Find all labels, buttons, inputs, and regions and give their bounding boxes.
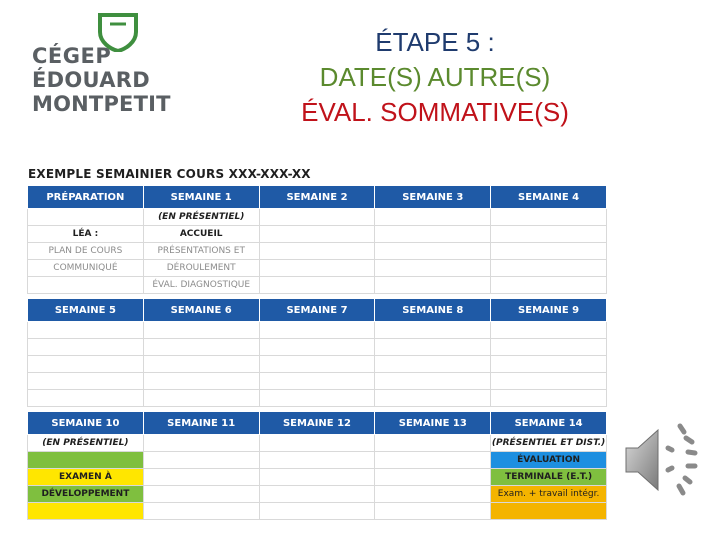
table-row	[28, 243, 607, 260]
table-cell	[375, 356, 491, 373]
table-cell	[259, 260, 375, 277]
table-cell	[491, 356, 607, 373]
table-cell	[491, 277, 607, 294]
table-cell: Exam. + travail intégr.	[491, 486, 607, 503]
table-row	[28, 503, 607, 520]
table-row	[28, 277, 607, 294]
header-row	[28, 412, 607, 435]
table-cell	[375, 469, 491, 486]
table-cell	[143, 452, 259, 469]
table-cell	[259, 486, 375, 503]
header-cell: SEMAINE 7	[259, 299, 375, 322]
header-cell: PRÉPARATION	[28, 186, 144, 209]
table-cell	[491, 226, 607, 243]
header-row	[28, 299, 607, 322]
table-row	[28, 226, 607, 243]
table-cell	[375, 277, 491, 294]
table-cell	[143, 339, 259, 356]
table-cell	[491, 322, 607, 339]
table-cell	[259, 503, 375, 520]
table-cell	[259, 243, 375, 260]
table-row	[28, 260, 607, 277]
logo-line-2: ÉDOUARD	[32, 68, 150, 92]
header-cell: SEMAINE 3	[375, 186, 491, 209]
table-row	[28, 390, 607, 407]
table-row	[28, 435, 607, 452]
title-line-2: DATE(S) AUTRE(S)	[319, 62, 551, 92]
table-cell: COMMUNIQUÉ	[28, 260, 144, 277]
schedule-block-1	[27, 185, 607, 294]
table-cell	[259, 435, 375, 452]
table-cell	[491, 243, 607, 260]
table-cell	[491, 373, 607, 390]
table-cell	[375, 209, 491, 226]
table-cell	[259, 356, 375, 373]
header-cell: SEMAINE 2	[259, 186, 375, 209]
table-cell	[28, 322, 144, 339]
header-cell: SEMAINE 4	[491, 186, 607, 209]
table-cell	[28, 390, 144, 407]
table-cell	[375, 503, 491, 520]
table-row	[28, 322, 607, 339]
table-cell	[491, 260, 607, 277]
table-row	[28, 356, 607, 373]
header-cell: SEMAINE 13	[375, 412, 491, 435]
table-cell	[375, 486, 491, 503]
logo-line-3: MONTPETIT	[32, 92, 171, 116]
table-cell	[259, 373, 375, 390]
table-row	[28, 452, 607, 469]
table-cell	[491, 339, 607, 356]
table-row	[28, 373, 607, 390]
table-cell	[259, 277, 375, 294]
table-cell	[28, 277, 144, 294]
table-row	[28, 469, 607, 486]
table-cell: TERMINALE (E.T.)	[491, 469, 607, 486]
table-row	[28, 486, 607, 503]
table-cell	[259, 339, 375, 356]
table-cell: PLAN DE COURS	[28, 243, 144, 260]
table-cell	[259, 226, 375, 243]
table-cell: LÉA :	[28, 226, 144, 243]
table-cell	[143, 390, 259, 407]
table-cell	[143, 373, 259, 390]
table-cell	[375, 322, 491, 339]
table-cell	[143, 322, 259, 339]
header-cell: SEMAINE 14	[491, 412, 607, 435]
table-cell	[28, 209, 144, 226]
title-line-3: ÉVAL. SOMMATIVE(S)	[301, 97, 569, 127]
table-row	[28, 209, 607, 226]
table-cell	[491, 390, 607, 407]
header-row	[28, 186, 607, 209]
table-cell	[143, 503, 259, 520]
table-cell	[375, 435, 491, 452]
table-cell: ÉVALUATION	[491, 452, 607, 469]
table-cell	[28, 339, 144, 356]
header-cell: SEMAINE 8	[375, 299, 491, 322]
header-cell: SEMAINE 9	[491, 299, 607, 322]
table-cell	[375, 373, 491, 390]
table-cell	[143, 435, 259, 452]
table-cell	[259, 469, 375, 486]
table-cell: (PRÉSENTIEL ET DIST.)	[491, 435, 607, 452]
header-cell: SEMAINE 6	[143, 299, 259, 322]
table-cell	[491, 503, 607, 520]
table-cell: EXAMEN À	[28, 469, 144, 486]
table-cell	[28, 356, 144, 373]
schedule-block-2	[27, 298, 607, 407]
table-cell	[375, 452, 491, 469]
table-cell	[259, 390, 375, 407]
cegep-logo	[26, 12, 171, 124]
table-cell	[28, 373, 144, 390]
schedule-title: EXEMPLE SEMAINIER COURS XXX-XXX-XX	[28, 167, 311, 181]
table-cell	[375, 339, 491, 356]
table-cell	[143, 356, 259, 373]
table-cell: DÉVELOPPEMENT	[28, 486, 144, 503]
table-cell	[143, 469, 259, 486]
table-cell	[491, 209, 607, 226]
logo-line-1: CÉGEP	[32, 44, 112, 68]
table-cell	[143, 486, 259, 503]
table-cell: DÉROULEMENT	[143, 260, 259, 277]
header-cell: SEMAINE 5	[28, 299, 144, 322]
table-cell: (EN PRÉSENTIEL)	[28, 435, 144, 452]
table-cell	[28, 503, 144, 520]
table-cell: ACCUEIL	[143, 226, 259, 243]
title-line-1: ÉTAPE 5 :	[375, 27, 495, 57]
table-cell	[375, 260, 491, 277]
table-cell: ÉVAL. DIAGNOSTIQUE	[143, 277, 259, 294]
header-cell: SEMAINE 1	[143, 186, 259, 209]
header-cell: SEMAINE 10	[28, 412, 144, 435]
table-cell	[259, 322, 375, 339]
table-cell: (EN PRÉSENTIEL)	[143, 209, 259, 226]
schedule-block-3	[27, 411, 607, 520]
table-cell	[28, 452, 144, 469]
table-cell	[375, 390, 491, 407]
header-cell: SEMAINE 11	[143, 412, 259, 435]
speaker-icon[interactable]	[624, 420, 700, 500]
table-cell: PRÉSENTATIONS ET	[143, 243, 259, 260]
table-row	[28, 339, 607, 356]
table-cell	[259, 209, 375, 226]
table-cell	[259, 452, 375, 469]
table-cell	[375, 243, 491, 260]
table-cell	[375, 226, 491, 243]
header-cell: SEMAINE 12	[259, 412, 375, 435]
